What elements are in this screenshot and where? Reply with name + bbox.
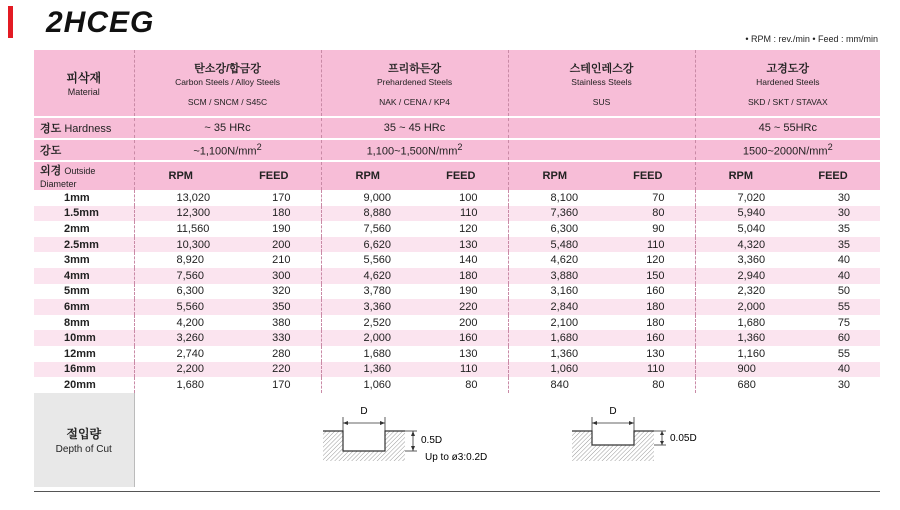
feed-cell: 35: [837, 222, 851, 235]
feed-cell: 110: [647, 363, 665, 376]
rpm-cell: 4,200: [134, 315, 227, 331]
table-row: [34, 377, 880, 393]
strength-value: [508, 140, 695, 160]
feed-cell: 80: [652, 378, 665, 391]
feed-cell: 70: [652, 191, 665, 204]
feed-header: FEED: [633, 170, 663, 182]
rpm-cell: 680: [695, 377, 786, 393]
feed-cell: 35: [837, 238, 851, 251]
table-row: [34, 206, 880, 222]
rpm-cell: 1,060: [321, 377, 414, 393]
feed-cell: 150: [646, 269, 665, 282]
material-col-1: 탄소강/합금강 Carbon Steels / Alloy Steels SCM / SNCM / S45C: [134, 50, 321, 116]
rpm-cell: 1,360: [695, 330, 786, 346]
diameter-cell: 2.5mm: [64, 238, 99, 251]
depth-of-cut-header: 절입량 Depth of Cut: [34, 393, 134, 487]
rpm-cell: 8,100: [508, 190, 601, 206]
rpm-cell: 5,480: [508, 237, 601, 253]
rpm-cell: 2,320: [695, 284, 786, 300]
rpm-header: RPM: [134, 162, 227, 190]
feed-cell: 180: [646, 300, 665, 313]
title-accent-bar: [8, 6, 13, 38]
product-title: 2HCEG: [46, 6, 155, 39]
feed-cell: 60: [837, 332, 851, 345]
feed-cell: 200: [272, 238, 291, 251]
rpm-cell: 13,020: [134, 190, 227, 206]
feed-cell: 160: [459, 332, 478, 345]
rpm-cell: 2,740: [134, 346, 227, 362]
diameter-cell: 12mm: [64, 347, 96, 360]
table-row: [34, 362, 880, 378]
table-row: [34, 190, 880, 206]
rpm-cell: 5,940: [695, 206, 786, 222]
rpm-cell: 8,880: [321, 206, 414, 222]
table-row: [34, 299, 880, 315]
rpm-cell: 7,560: [134, 268, 227, 284]
rpm-cell: 2,000: [695, 299, 786, 315]
feed-cell: 40: [837, 254, 851, 267]
rpm-cell: 1,360: [508, 346, 601, 362]
table-row: [34, 268, 880, 284]
rpm-cell: 5,560: [321, 252, 414, 268]
slot-diagram-2: [572, 406, 697, 461]
feed-cell: 160: [646, 332, 665, 345]
feed-cell: 110: [459, 207, 478, 220]
feed-cell: 190: [272, 222, 291, 235]
rpm-cell: 9,000: [321, 190, 414, 206]
feed-cell: 180: [646, 316, 665, 329]
strength-value: $1,100\sim 1,500N/mm^2$: [321, 140, 508, 160]
feed-cell: 100: [459, 191, 478, 204]
table-row: [34, 237, 880, 253]
rpm-cell: 900: [695, 362, 786, 378]
diameter-cell: 1mm: [64, 191, 90, 204]
units-note: • RPM : rev./min • Feed : mm/min: [745, 34, 878, 44]
diameter-cell: 6mm: [64, 300, 90, 313]
material-col-2: 프리하든강 Prehardened Steels NAK / CENA / KP4: [321, 50, 508, 116]
table-row: [34, 284, 880, 300]
material-header: 피삭재 Material: [66, 71, 102, 97]
rpm-cell: 11,560: [134, 221, 227, 237]
table-row: [34, 252, 880, 268]
rpm-cell: 3,360: [695, 252, 786, 268]
depth-of-cut-row: [34, 393, 880, 487]
rpm-cell: 3,260: [134, 330, 227, 346]
rpm-header: RPM: [321, 162, 414, 190]
feed-cell: 110: [647, 238, 665, 251]
slot-diagram-1: [323, 406, 487, 463]
rpm-cell: 4,620: [508, 252, 601, 268]
rpm-cell: 1,680: [321, 346, 414, 362]
feed-cell: 80: [652, 207, 665, 220]
hardness-value: ~ 35 HRc: [134, 118, 321, 138]
depth-of-cut-diagrams: [134, 393, 880, 487]
rpm-cell: 5,560: [134, 299, 227, 315]
feed-cell: 220: [272, 363, 291, 376]
rpm-cell: 12,300: [134, 206, 227, 222]
feed-cell: 55: [837, 347, 851, 360]
rpm-cell: 2,520: [321, 315, 414, 331]
rpm-cell: 840: [508, 377, 601, 393]
feed-cell: 300: [272, 269, 291, 282]
hardness-value: 35 ~ 45 HRc: [321, 118, 508, 138]
strength-value: $1500\sim 2000N/mm^2$: [695, 140, 880, 160]
diagram-2-depth-label: 0.05D: [669, 432, 697, 444]
feed-cell: 330: [272, 332, 291, 345]
feed-cell: 80: [465, 378, 478, 391]
table-row: [34, 330, 880, 346]
feed-header: FEED: [446, 170, 476, 182]
feed-cell: 30: [837, 191, 851, 204]
feed-cell: 210: [272, 254, 291, 267]
depth-of-cut-diagram-svg: [135, 393, 881, 487]
feed-cell: 130: [646, 347, 665, 360]
rpm-cell: 2,940: [695, 268, 786, 284]
rpm-cell: 6,300: [134, 284, 227, 300]
feed-cell: 350: [272, 300, 291, 313]
rpm-cell: 2,100: [508, 315, 601, 331]
diagram-1-depth-label: 0.5D: [420, 434, 442, 446]
diameter-cell: 10mm: [64, 332, 96, 345]
diameter-header-row: [34, 162, 880, 190]
feed-header: FEED: [259, 170, 289, 182]
rpm-cell: 7,360: [508, 206, 601, 222]
hardness-row: [34, 118, 880, 138]
data-rows: [34, 190, 880, 393]
feed-cell: 380: [272, 316, 291, 329]
rpm-cell: 3,360: [321, 299, 414, 315]
rpm-cell: 1,680: [508, 330, 601, 346]
bottom-rule: [34, 491, 880, 492]
rpm-cell: 8,920: [134, 252, 227, 268]
feed-cell: 130: [459, 347, 478, 360]
diameter-cell: 3mm: [64, 254, 90, 267]
feed-cell: 110: [459, 363, 478, 376]
rpm-cell: 3,880: [508, 268, 601, 284]
rpm-cell: 1,060: [508, 362, 601, 378]
rpm-cell: 2,000: [321, 330, 414, 346]
table-row: [34, 315, 880, 331]
feed-cell: 40: [837, 269, 851, 282]
rpm-cell: 1,680: [695, 315, 786, 331]
hardness-value: 45 ~ 55HRc: [695, 118, 880, 138]
feed-cell: 170: [272, 191, 291, 204]
feed-cell: 190: [459, 285, 478, 298]
rpm-cell: 4,320: [695, 237, 786, 253]
feed-cell: 90: [652, 222, 665, 235]
rpm-cell: 6,300: [508, 221, 601, 237]
diameter-cell: 16mm: [64, 363, 96, 376]
rpm-cell: 3,160: [508, 284, 601, 300]
diameter-cell: 20mm: [64, 378, 96, 391]
diameter-cell: 8mm: [64, 316, 90, 329]
feed-cell: 320: [272, 285, 291, 298]
diagram-1-d-label: D: [359, 405, 368, 417]
rpm-cell: 2,200: [134, 362, 227, 378]
hardness-value: [508, 118, 695, 138]
hardness-header: 경도 Hardness: [40, 123, 112, 135]
diagram-2-d-label: D: [608, 405, 617, 417]
rpm-cell: 10,300: [134, 237, 227, 253]
diagram-1-note: Up to ø3:0.2D: [424, 451, 487, 463]
diameter-header: 외경 Outside Diameter: [40, 165, 96, 189]
feed-cell: 280: [272, 347, 291, 360]
cutting-conditions-table: [34, 50, 880, 487]
strength-row: [34, 140, 880, 160]
table-row: [34, 221, 880, 237]
feed-cell: 30: [837, 378, 851, 391]
feed-header: FEED: [818, 170, 848, 182]
rpm-cell: 5,040: [695, 221, 786, 237]
diameter-cell: 5mm: [64, 285, 90, 298]
feed-cell: 170: [272, 378, 291, 391]
rpm-cell: 7,560: [321, 221, 414, 237]
rpm-cell: 6,620: [321, 237, 414, 253]
diameter-cell: 1.5mm: [64, 207, 99, 220]
feed-cell: 180: [459, 269, 478, 282]
feed-cell: 220: [459, 300, 478, 313]
feed-cell: 200: [459, 316, 478, 329]
feed-cell: 120: [646, 254, 665, 267]
diameter-cell: 4mm: [64, 269, 90, 282]
rpm-cell: 1,160: [695, 346, 786, 362]
feed-cell: 55: [837, 300, 851, 313]
strength-header: 강도: [40, 145, 62, 157]
rpm-cell: 7,020: [695, 190, 786, 206]
feed-cell: 130: [459, 238, 478, 251]
diameter-cell: 2mm: [64, 222, 90, 235]
rpm-cell: 2,840: [508, 299, 601, 315]
feed-cell: 120: [459, 222, 478, 235]
feed-cell: 140: [459, 254, 478, 267]
rpm-header: RPM: [695, 162, 786, 190]
rpm-cell: 4,620: [321, 268, 414, 284]
rpm-cell: 1,360: [321, 362, 414, 378]
feed-cell: 40: [837, 363, 851, 376]
rpm-header: RPM: [508, 162, 601, 190]
table-row: [34, 346, 880, 362]
material-col-4: 고경도강 Hardened Steels SKD / SKT / STAVAX: [695, 50, 880, 116]
feed-cell: 30: [837, 207, 851, 220]
material-row: [34, 50, 880, 116]
feed-cell: 180: [272, 207, 291, 220]
rpm-cell: 3,780: [321, 284, 414, 300]
feed-cell: 50: [837, 285, 851, 298]
rpm-cell: 1,680: [134, 377, 227, 393]
strength-value: $\sim 1,100N/mm^2$: [134, 140, 321, 160]
material-col-3: 스테인레스강 Stainless Steels SUS: [508, 50, 695, 116]
feed-cell: 160: [646, 285, 665, 298]
feed-cell: 75: [837, 316, 851, 329]
